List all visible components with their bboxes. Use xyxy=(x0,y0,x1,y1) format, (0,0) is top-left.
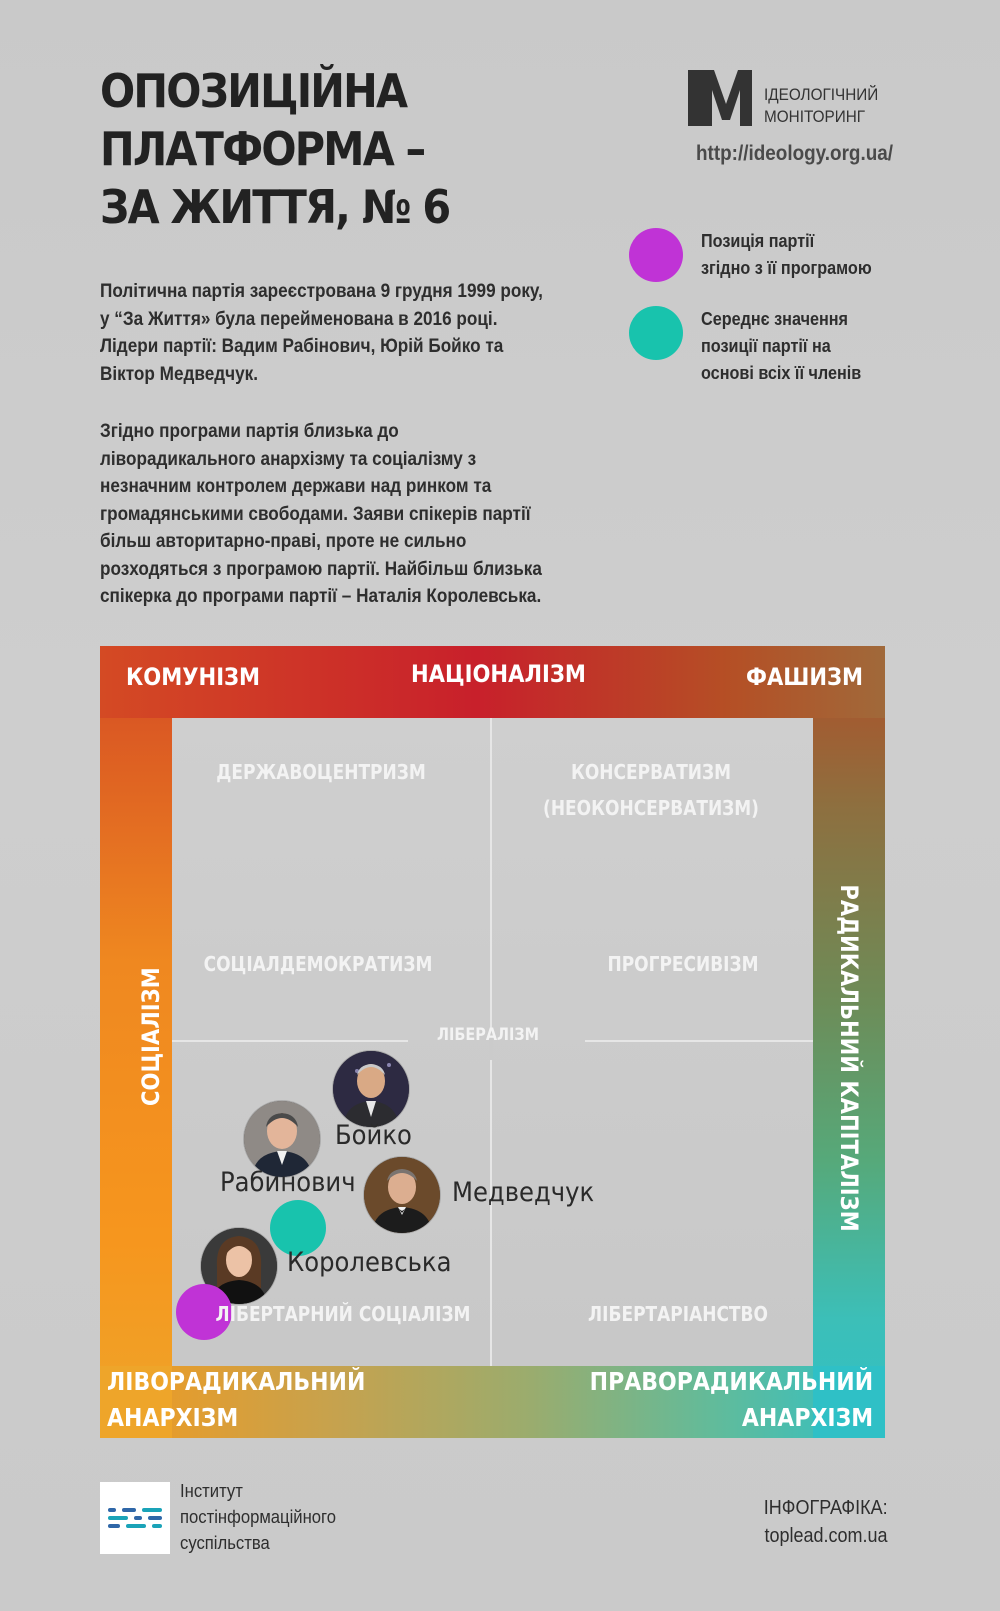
zone-social-democracy: СОЦІАЛДЕМОКРАТИЗМ xyxy=(203,952,433,976)
description-line: Політична партія зареєстрована 9 грудня 1999 року, xyxy=(100,280,543,302)
legend-program-line-2: згідно з її програмою xyxy=(701,258,872,278)
institute-name-line-1: Інститут xyxy=(180,1480,243,1501)
institute-name xyxy=(180,1478,336,1556)
label-left-radical-anarchism-line-2: АНАРХІЗМ xyxy=(107,1403,239,1432)
label-radical-capitalism-wrap xyxy=(835,884,863,1232)
website-link[interactable]: http://ideology.org.ua/ xyxy=(696,142,894,165)
person-icon xyxy=(364,1157,440,1233)
description-paragraph-2 xyxy=(100,418,542,611)
zone-liberalism: ЛІБЕРАЛІЗМ xyxy=(436,1025,540,1045)
description-line: ліворадикального анархізму та соціалізму з xyxy=(100,447,477,470)
description-line: Віктор Медведчук. xyxy=(100,362,259,385)
legend-members-line-3: основі всіх її членів xyxy=(701,363,862,383)
label-socialism-wrap xyxy=(76,967,196,1106)
description-line: громадянськими свободами. Заяви спікерів партії xyxy=(100,502,531,525)
legend-members-line-1: Середнє значення xyxy=(701,309,849,329)
boyko-name: Бойко xyxy=(335,1120,412,1151)
compass-horizontal-axis-right xyxy=(585,1040,813,1042)
korolevska-name: Королевська xyxy=(287,1247,452,1278)
zone-progressivism: ПРОГРЕСИВІЗМ xyxy=(607,952,759,976)
logo-line-1: ІДЕОЛОГІЧНИЙ xyxy=(764,85,879,104)
compass-horizontal-axis-left xyxy=(172,1040,408,1042)
legend-program-text xyxy=(701,228,872,282)
zone-statism: ДЕРЖАВОЦЕНТРИЗМ xyxy=(216,760,426,784)
ideology-monitoring-logo[interactable] xyxy=(688,70,908,130)
legend-members-line-2: позиції партії на xyxy=(701,336,831,356)
description-line: більш авторитарно-праві, проте не сильно xyxy=(100,530,467,552)
medvedchuk-photo xyxy=(364,1157,440,1233)
m-logo-icon xyxy=(688,70,752,126)
legend-members-dot xyxy=(629,306,683,360)
credit-label: ІНФОГРАФІКА: xyxy=(764,1497,888,1519)
person-icon xyxy=(333,1051,409,1127)
description-line: Лідери партії: Вадим Рабінович, Юрій Бойко та xyxy=(100,335,504,357)
zone-conservatism-line-2: (НЕОКОНСЕРВАТИЗМ) xyxy=(543,796,759,820)
logo-line-2: МОНІТОРИНГ xyxy=(764,107,866,126)
label-communism: КОМУНІЗМ xyxy=(126,663,261,691)
description-line: розходяться з програмою партії. Найбільш близька xyxy=(100,557,542,580)
label-right-radical-anarchism-line-1: ПРАВОРАДИКАЛЬНИЙ xyxy=(589,1367,873,1396)
credit-site-link[interactable]: toplead.com.ua xyxy=(764,1525,888,1547)
description-line: Згідно програми партія близька до xyxy=(100,420,399,442)
boyko-photo xyxy=(333,1051,409,1127)
label-left-radical-anarchism xyxy=(107,1364,365,1436)
page-title xyxy=(100,62,449,236)
medvedchuk-name: Медведчук xyxy=(452,1177,595,1208)
logo-text xyxy=(764,84,878,128)
legend-program-line-1: Позиція партії xyxy=(701,231,815,251)
description-paragraph-1 xyxy=(100,278,543,388)
legend-members-text xyxy=(701,306,861,387)
label-fascism: ФАШИЗМ xyxy=(746,663,864,691)
label-right-radical-anarchism-line-2: АНАРХІЗМ xyxy=(741,1403,873,1432)
zone-libertarianism: ЛІБЕРТАРІАНСТВО xyxy=(588,1302,768,1326)
zone-libertarian-socialism: ЛІБЕРТАРНИЙ СОЦІАЛІЗМ xyxy=(215,1302,471,1326)
legend-program-dot xyxy=(629,228,683,282)
institute-name-line-2: постінформаційного xyxy=(180,1506,337,1527)
institute-name-line-3: суспільства xyxy=(180,1532,270,1553)
description-line: незначним контролем держави над ринком та xyxy=(100,475,492,497)
zone-conservatism-line-1: КОНСЕРВАТИЗМ xyxy=(570,760,732,784)
label-right-radical-anarchism xyxy=(590,1364,873,1436)
description-line: у “За Життя» була перейменована в 2016 році. xyxy=(100,307,498,330)
institute-logo xyxy=(100,1482,170,1554)
title-line-3: ЗА ЖИТТЯ, № 6 xyxy=(100,180,450,234)
label-socialism: СОЦІАЛІЗМ xyxy=(137,967,165,1106)
label-nationalism: НАЦІОНАЛІЗМ xyxy=(411,660,586,688)
description-line: спікерка до програми партії – Наталія Королевська. xyxy=(100,585,542,607)
rabinovych-name: Рабинович xyxy=(220,1167,356,1198)
label-left-radical-anarchism-line-1: ЛІВОРАДИКАЛЬНИЙ xyxy=(107,1367,366,1396)
infographic-credit xyxy=(764,1494,888,1550)
rabinovych-photo xyxy=(244,1101,320,1177)
title-line-2: ПЛАТФОРМА – xyxy=(100,122,425,176)
person-icon xyxy=(244,1101,320,1177)
title-line-1: ОПОЗИЦІЙНА xyxy=(100,64,407,118)
institute-logo-icon xyxy=(100,1482,170,1554)
zone-conservatism xyxy=(543,754,759,826)
label-radical-capitalism: РАДИКАЛЬНИЙ КАПІТАЛІЗМ xyxy=(835,884,863,1232)
